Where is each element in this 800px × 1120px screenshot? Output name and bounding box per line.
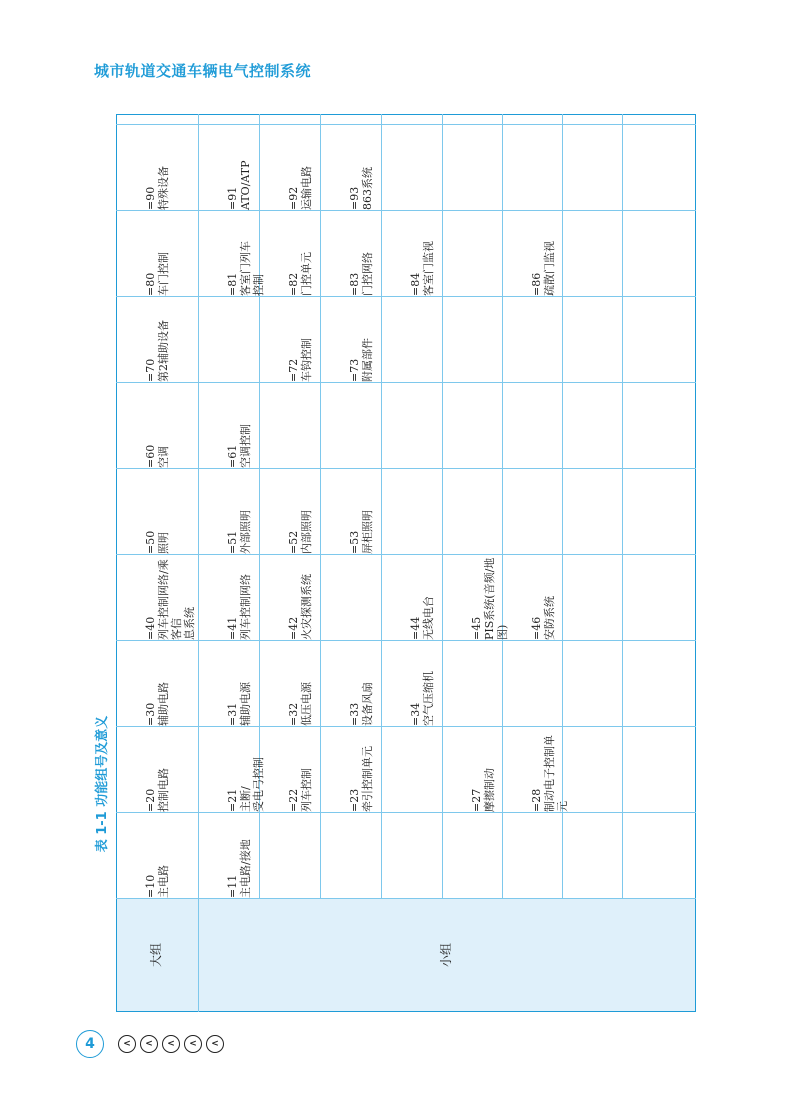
subgroup-cell: =46 安防系统 [530,596,556,640]
subgroup-cell: =81 客室门列车 控制 [226,241,265,296]
row-divider [116,382,696,383]
group-cell: =90 特殊设备 [144,166,170,210]
chevron-left-icon: < [118,1035,136,1053]
table-caption: 表 1-1 功能组号及意义 [95,715,110,853]
group-cell: =60 空调 [144,444,170,468]
subgroup-cell: =53 屏柜照明 [348,510,374,554]
group-cell: =50 照明 [144,530,170,554]
subgroup-cell: =52 内部照明 [287,510,313,554]
page-number: 4 [76,1030,104,1058]
group-header-label: 大组 [149,943,163,968]
group-cell: =30 辅助电路 [144,682,170,726]
column-divider [320,114,321,898]
chevron-left-icon: < [162,1035,180,1053]
subgroup-cell: =82 门控单元 [287,252,313,296]
subgroup-cell: =91 ATO/ATP [226,160,252,210]
group-cell: =80 车门控制 [144,252,170,296]
subgroup-cell: =28 制动电子控制单元 [530,735,569,812]
chevron-left-icon: < [206,1035,224,1053]
subgroup-header-label: 小组 [439,943,453,968]
subgroup-cell: =93 863系统 [348,167,374,210]
column-divider [442,114,443,898]
subgroup-cell: =23 牵引控制单元 [348,746,374,812]
chevron-left-icon: < [184,1035,202,1053]
group-cell: =40 列车控制网络/乘客信 息系统 [144,559,196,640]
book-title: 城市轨道交通车辆电气控制系统 [94,62,312,80]
subgroup-cell: =41 列车控制网络 [226,574,252,640]
subgroup-cell: =73 附属部件 [348,338,374,382]
chevron-left-icon: < [140,1035,158,1053]
row-divider [116,898,696,899]
subgroup-cell: =22 列车控制 [287,768,313,812]
row-divider [116,124,696,125]
subgroup-cell: =72 车钩控制 [287,338,313,382]
row-divider [116,812,696,813]
column-divider [622,114,623,898]
subgroup-cell: =84 客室门监视 [409,241,435,296]
subgroup-cell: =34 空气压缩机 [409,671,435,726]
subgroup-cell: =86 疏散门监视 [530,241,556,296]
subgroup-cell: =51 外部照明 [226,510,252,554]
subgroup-cell: =21 主断/ 受电弓控制 [226,757,265,812]
subgroup-cell: =11 主电路/接地 [226,839,252,898]
subgroup-cell: =92 运输电路 [287,166,313,210]
subgroup-cell: =42 火灾探测系统 [287,574,313,640]
subgroup-cell: =61 空调控制 [226,424,252,468]
subgroup-cell: =45 PIS系统(音频/地图) [470,557,509,640]
column-divider [198,114,199,1012]
group-cell: =20 控制电路 [144,768,170,812]
subgroup-cell: =44 无线电台 [409,596,435,640]
row-divider [116,468,696,469]
group-cell: =10 主电路 [144,865,170,898]
subgroup-cell: =32 低压电源 [287,682,313,726]
subgroup-cell: =31 辅助电源 [226,682,252,726]
group-cell: =70 第2辅助设备 [144,320,170,382]
column-divider [381,114,382,898]
subgroup-cell: =83 门控网络 [348,252,374,296]
subgroup-cell: =27 摩擦制动 [470,768,496,812]
column-divider [502,114,503,898]
row-divider [116,726,696,727]
function-group-table [116,114,696,1012]
column-divider [562,114,563,898]
row-divider [116,296,696,297]
subgroup-cell: =33 设备风扇 [348,682,374,726]
